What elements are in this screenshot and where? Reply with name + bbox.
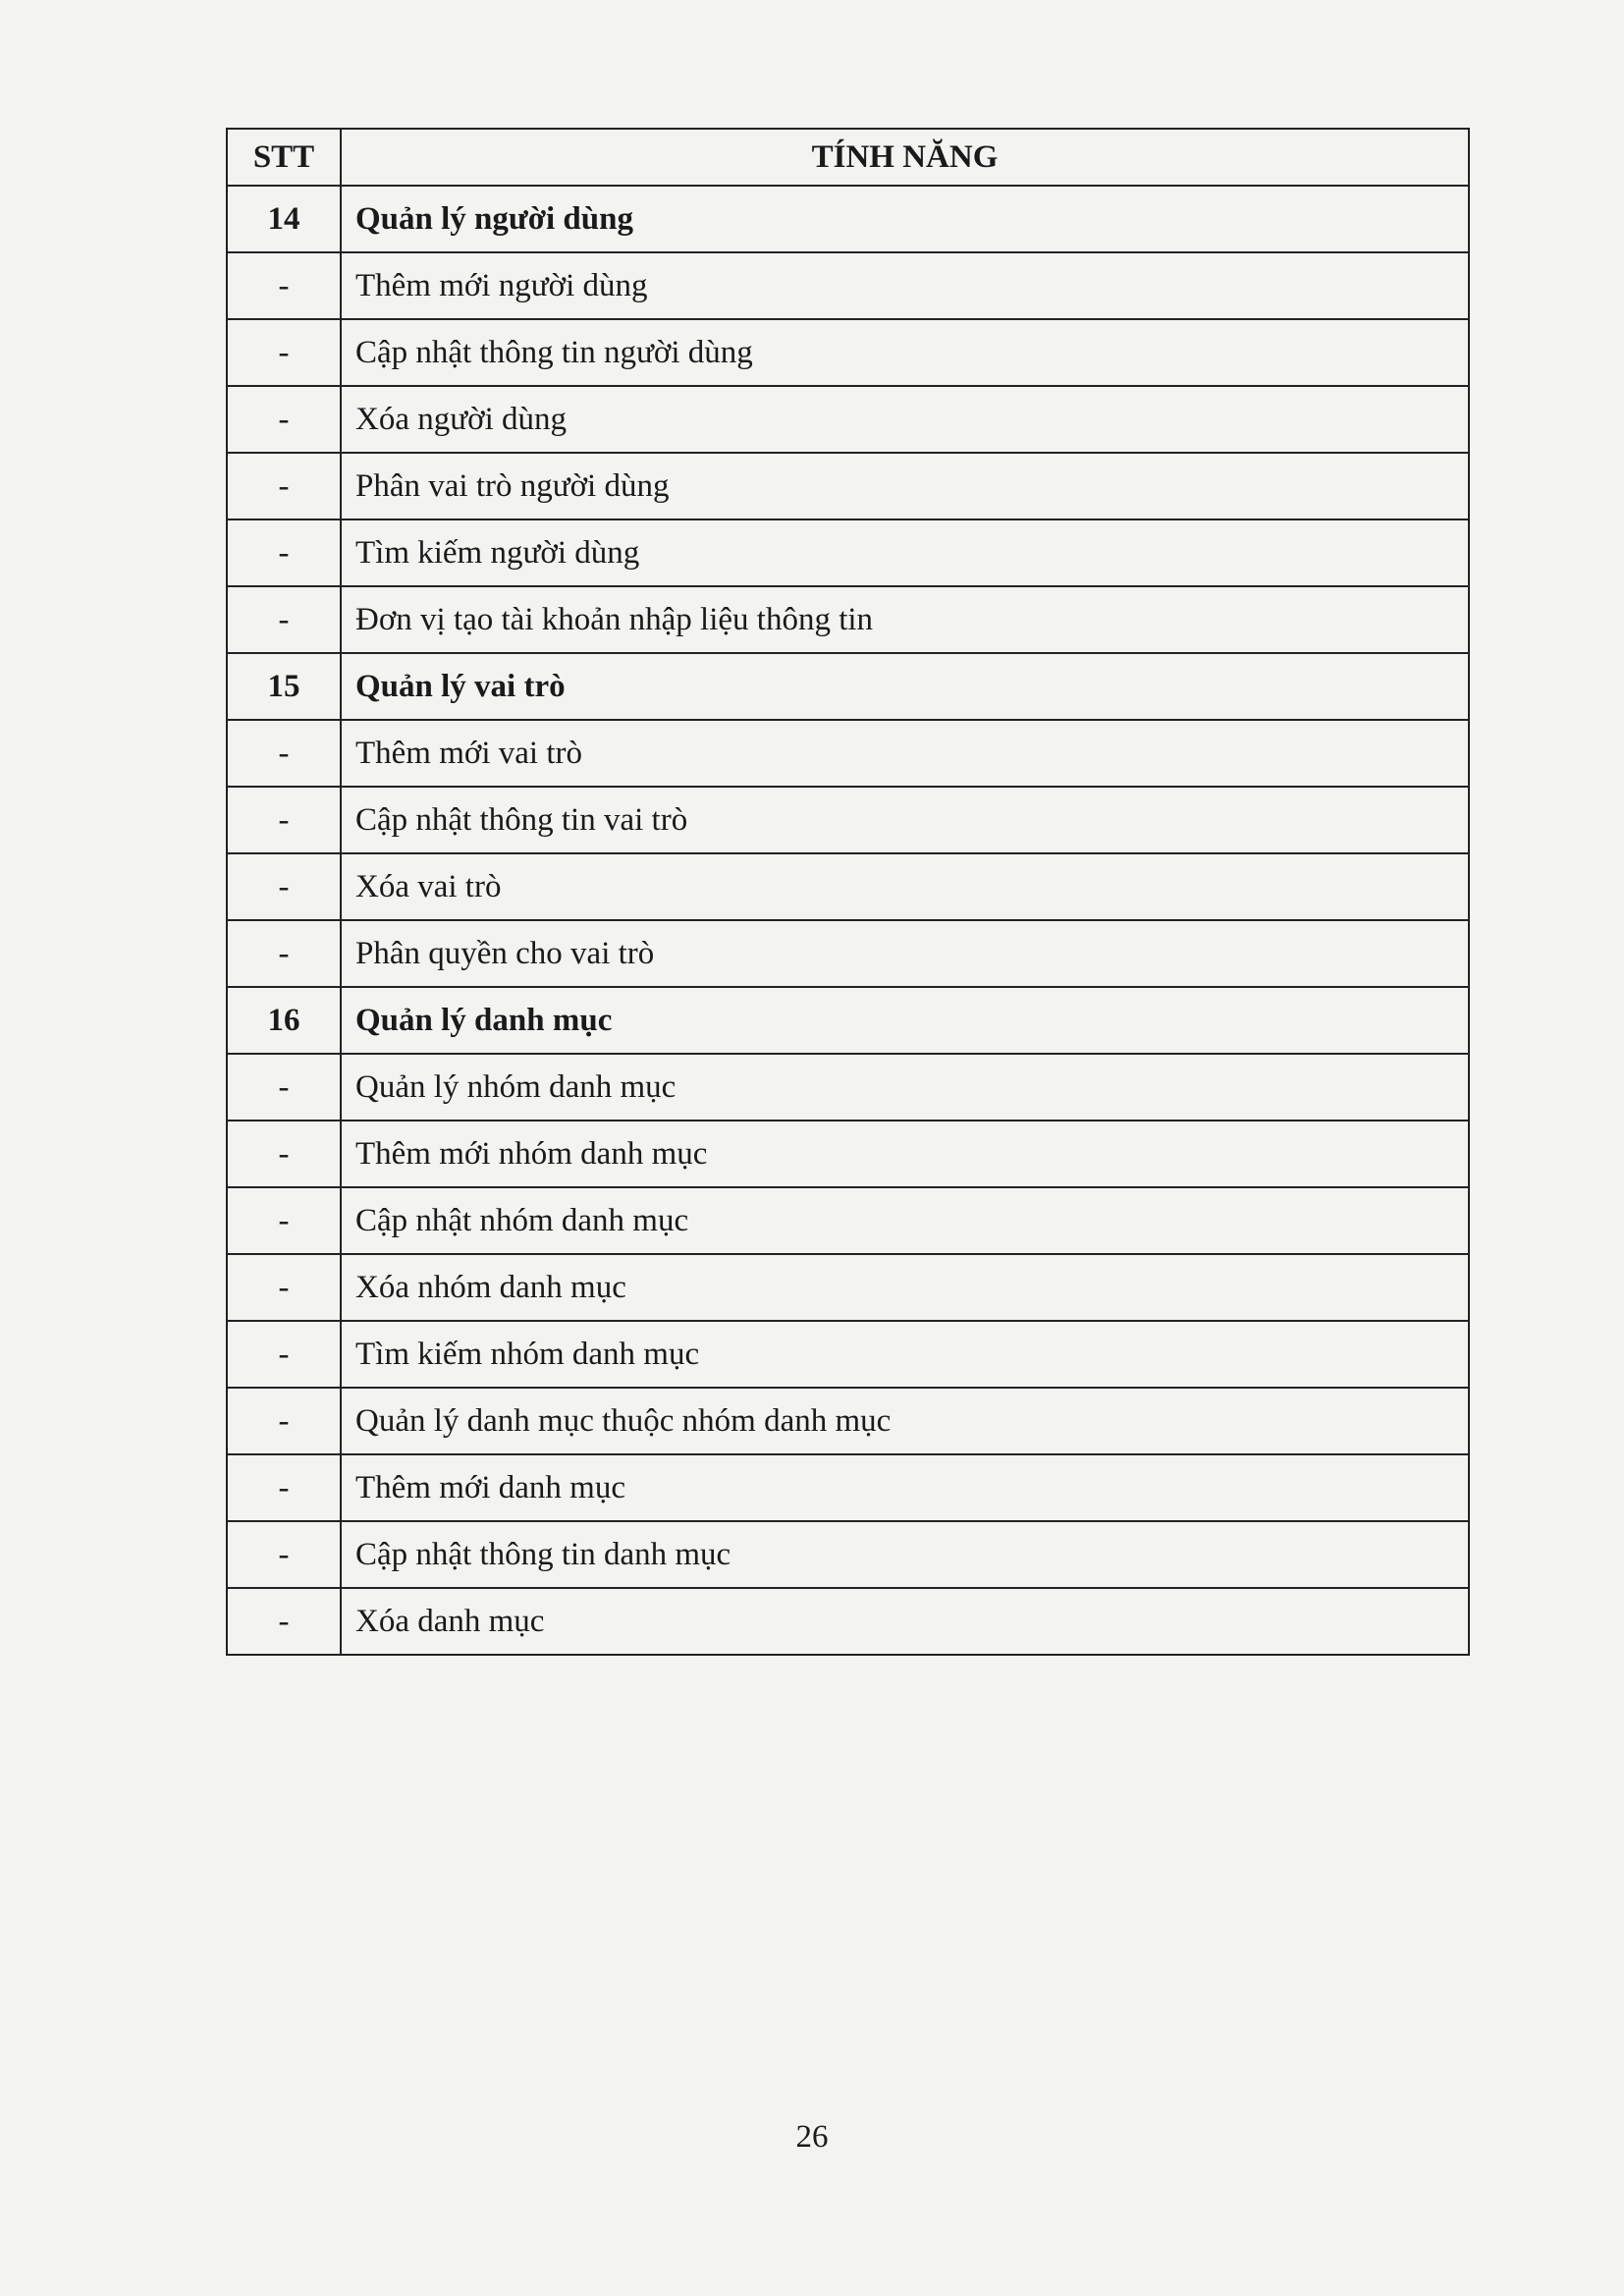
row-stt: - [227, 519, 341, 586]
table-row [227, 1321, 1469, 1388]
row-stt: - [227, 586, 341, 653]
row-feature: Xóa người dùng [341, 386, 1469, 453]
table-row [227, 252, 1469, 319]
row-feature: Xóa danh mục [341, 1588, 1469, 1655]
table-row [227, 1588, 1469, 1655]
row-feature: Xóa nhóm danh mục [341, 1254, 1469, 1321]
row-stt: - [227, 1321, 341, 1388]
row-feature: Quản lý danh mục thuộc nhóm danh mục [341, 1388, 1469, 1454]
row-stt: 14 [227, 186, 341, 252]
row-feature: Quản lý người dùng [341, 186, 1469, 252]
row-feature: Thêm mới vai trò [341, 720, 1469, 787]
row-feature: Thêm mới người dùng [341, 252, 1469, 319]
table-section-row [227, 653, 1469, 720]
row-feature: Xóa vai trò [341, 853, 1469, 920]
table-row [227, 1121, 1469, 1187]
row-stt: - [227, 386, 341, 453]
row-stt: - [227, 720, 341, 787]
table-row [227, 720, 1469, 787]
table-row [227, 386, 1469, 453]
row-feature: Thêm mới nhóm danh mục [341, 1121, 1469, 1187]
table-header-row [227, 129, 1469, 186]
table-row [227, 1187, 1469, 1254]
row-stt: - [227, 787, 341, 853]
table-section-row [227, 987, 1469, 1054]
row-feature: Tìm kiếm người dùng [341, 519, 1469, 586]
table-section-row [227, 186, 1469, 252]
row-stt: - [227, 1254, 341, 1321]
table-row [227, 1454, 1469, 1521]
row-stt: - [227, 853, 341, 920]
row-stt: - [227, 1588, 341, 1655]
row-feature: Cập nhật thông tin danh mục [341, 1521, 1469, 1588]
row-stt: - [227, 1121, 341, 1187]
table-row [227, 519, 1469, 586]
table-row [227, 787, 1469, 853]
row-stt: - [227, 1388, 341, 1454]
table-row [227, 1388, 1469, 1454]
row-feature: Cập nhật thông tin người dùng [341, 319, 1469, 386]
header-stt: STT [227, 129, 341, 186]
table-row [227, 853, 1469, 920]
row-feature: Cập nhật thông tin vai trò [341, 787, 1469, 853]
row-feature: Đơn vị tạo tài khoản nhập liệu thông tin [341, 586, 1469, 653]
table-row [227, 1254, 1469, 1321]
row-feature: Quản lý danh mục [341, 987, 1469, 1054]
row-stt: 15 [227, 653, 341, 720]
page-number: 26 [795, 2119, 829, 2155]
table-row [227, 453, 1469, 519]
table-body [227, 186, 1469, 1655]
row-stt: 16 [227, 987, 341, 1054]
row-feature: Thêm mới danh mục [341, 1454, 1469, 1521]
row-stt: - [227, 252, 341, 319]
row-stt: - [227, 920, 341, 987]
table-row [227, 586, 1469, 653]
row-feature: Cập nhật nhóm danh mục [341, 1187, 1469, 1254]
row-stt: - [227, 1521, 341, 1588]
feature-table [226, 128, 1470, 1656]
header-feature: TÍNH NĂNG [341, 129, 1469, 186]
table-row [227, 319, 1469, 386]
table-row [227, 920, 1469, 987]
row-feature: Tìm kiếm nhóm danh mục [341, 1321, 1469, 1388]
row-stt: - [227, 319, 341, 386]
row-stt: - [227, 1054, 341, 1121]
row-stt: - [227, 1454, 341, 1521]
row-stt: - [227, 453, 341, 519]
row-feature: Quản lý vai trò [341, 653, 1469, 720]
row-feature: Phân vai trò người dùng [341, 453, 1469, 519]
row-feature: Phân quyền cho vai trò [341, 920, 1469, 987]
row-stt: - [227, 1187, 341, 1254]
row-feature: Quản lý nhóm danh mục [341, 1054, 1469, 1121]
table-row [227, 1521, 1469, 1588]
table-row [227, 1054, 1469, 1121]
